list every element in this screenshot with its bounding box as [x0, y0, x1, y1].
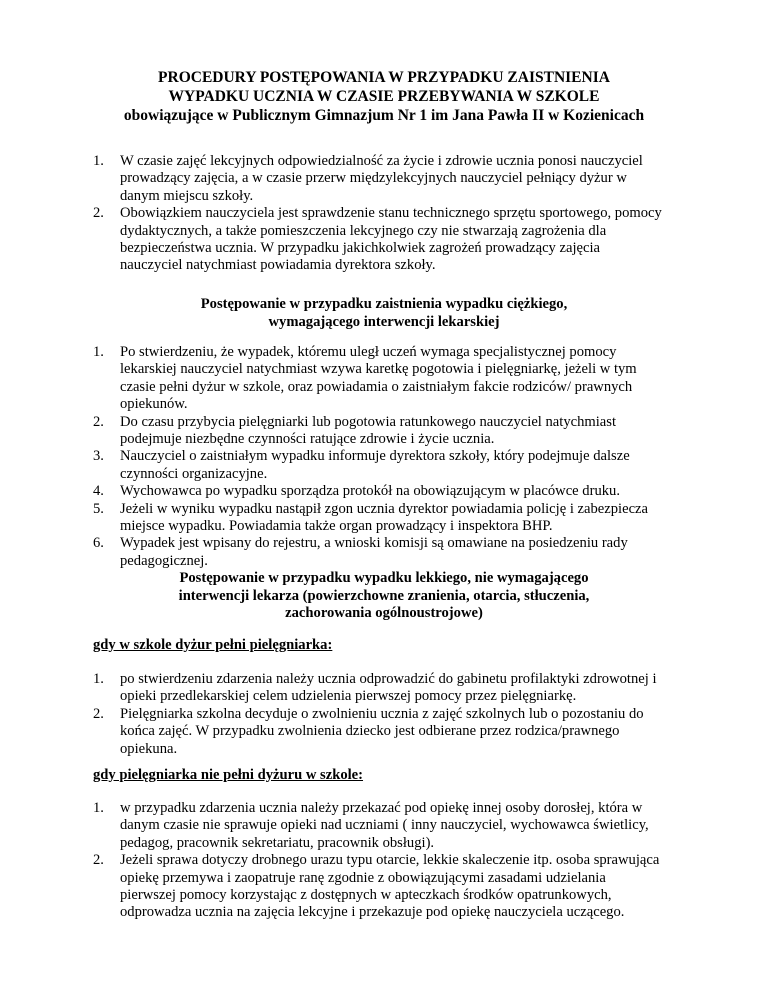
- list-item-number: 2.: [93, 852, 104, 869]
- list-item-line: pierwszej pomocy korzystając z dostępnych w apteczkach środków opatrunkowych,: [120, 887, 612, 904]
- title-line-1: PROCEDURY POSTĘPOWANIA W PRZYPADKU ZAISTNIENIA: [158, 69, 610, 86]
- heading1-line-1: Postępowanie w przypadku zaistnienia wypadku ciężkiego,: [200, 296, 568, 312]
- list-item: [93, 852, 659, 922]
- list-item-number: 1.: [93, 153, 104, 169]
- list-item-line: pedagog, pracownik sekretariatu, pracownik obsługi).: [120, 834, 435, 851]
- list-item-number: 4.: [93, 483, 104, 500]
- list-item-line: lekarskiej nauczyciel natychmiast wzywa karetkę pogotowia i pielęgniarkę, jeżeli w tym: [120, 361, 637, 378]
- list-item-line: dydaktycznych, a także pomieszczenia lekcyjnego czy nie stwarzają zagrożenia dla: [120, 222, 607, 239]
- list-item-line: danym czasie nie sprawuje opieki nad uczniami ( inny nauczyciel, wychowawca świetlicy,: [120, 817, 649, 834]
- list-item-number: 1.: [93, 344, 104, 360]
- list-item-line: danym miejscu szkoły.: [120, 187, 254, 204]
- no-nurse-list: [93, 800, 659, 922]
- list-item-line: miejsce wypadku. Powiadamia także organ prowadzący i inspektora BHP.: [120, 518, 553, 535]
- list-item: [93, 205, 662, 275]
- heading1-line-2: wymagającego interwencji lekarskiej: [268, 313, 500, 330]
- list-item-line: prowadzący zajęcia, a w czasie przerw międzylekcyjnych nauczyciel pełniący dyżur w: [120, 170, 627, 187]
- list-item-line: Jeżeli w wyniku wypadku nastąpił zgon ucznia dyrektor powiadamia policję i zabezpiecza: [120, 500, 649, 517]
- list-item-number: 5.: [93, 500, 104, 517]
- heading2-line-2: interwencji lekarza (powierzchowne zranienia, otarcia, stłuczenia,: [178, 587, 590, 604]
- list-item-line: opiekę przemywa i zaopatruje ranę zgodnie z obowiązującymi zasadami udzielania: [120, 869, 606, 886]
- list-item-line: czynności organizacyjne.: [120, 465, 268, 482]
- list-item: [93, 706, 657, 758]
- list-item-line: Do czasu przybycia pielęgniarki lub pogotowia ratunkowego nauczyciel natychmiast: [120, 413, 617, 430]
- list-item: [93, 671, 657, 706]
- list-item-number: 2.: [93, 205, 104, 222]
- subheading-nurse-on-duty: gdy w szkole dyżur pełni pielęgniarka:: [93, 637, 333, 653]
- list-item-line: Jeżeli sprawa dotyczy drobnego urazu typu otarcie, lekkie skaleczenie itp. osoba sprawująca: [120, 852, 660, 869]
- title-line-2: WYPADKU UCZNIA W CZASIE PRZEBYWANIA W SZKOLE: [168, 88, 600, 105]
- list-item: [93, 501, 648, 536]
- list-item-line: opieki przedlekarskiej celem udzielenia pierwszej pomocy przez pielęgniarkę.: [120, 688, 577, 705]
- list-item-line: pedagogicznej.: [120, 552, 208, 569]
- list-item: [93, 153, 662, 205]
- list-item-line: Pielęgniarka szkolna decyduje o zwolnieniu ucznia z zajęć szkolnych lub o pozostaniu do: [120, 705, 644, 722]
- list-item-line: odprowadza ucznia na zajęcia lekcyjne i przekazuje pod opiekę nauczyciela uczącego.: [120, 904, 625, 921]
- list-item-line: podejmuje niezbędne czynności ratujące zdrowie i życie ucznia.: [120, 431, 495, 448]
- serious-accident-list: [93, 344, 648, 570]
- heading2-line-3: zachorowania ogólnoustrojowe): [285, 605, 483, 622]
- list-item-number: 1.: [93, 800, 104, 816]
- list-item-number: 2.: [93, 705, 104, 722]
- list-item: [93, 344, 648, 414]
- list-item: [93, 535, 648, 570]
- list-item-number: 2.: [93, 413, 104, 430]
- list-item: [93, 414, 648, 449]
- section-heading-serious: [0, 296, 768, 331]
- list-item: [93, 800, 659, 852]
- title-line-3: obowiązujące w Publicznym Gimnazjum Nr 1 im Jana Pawła II w Kozienicach: [123, 107, 645, 124]
- list-item-number: 3.: [93, 448, 104, 465]
- section-heading-light: [0, 570, 768, 623]
- list-item-line: W czasie zajęć lekcyjnych odpowiedzialność za życie i zdrowie ucznia ponosi nauczyciel: [120, 153, 643, 169]
- heading2-line-1: Postępowanie w przypadku wypadku lekkiego, nie wymagającego: [179, 570, 589, 586]
- subheading-no-nurse: gdy pielęgniarka nie pełni dyżuru w szkole:: [93, 767, 364, 783]
- list-item-line: bezpieczeństwa ucznia. W przypadku jakichkolwiek zagrożeń prowadzący zajęcia: [120, 240, 600, 257]
- list-item-line: po stwierdzeniu zdarzenia należy ucznia odprowadzić do gabinetu profilaktyki zdrowotnej i: [120, 671, 657, 687]
- list-item: [93, 448, 648, 483]
- list-item-number: 6.: [93, 535, 104, 552]
- document-title: [0, 68, 768, 125]
- intro-list: [93, 153, 662, 275]
- list-item-line: Wychowawca po wypadku sporządza protokół na obowiązującym w placówce druku.: [120, 483, 620, 500]
- list-item-line: Po stwierdzeniu, że wypadek, któremu uległ uczeń wymaga specjalistycznej pomocy: [120, 344, 617, 360]
- list-item-line: w przypadku zdarzenia ucznia należy przekazać pod opiekę innej osoby dorosłej, która w: [120, 800, 643, 816]
- list-item-line: opiekunów.: [120, 396, 188, 413]
- list-item-line: Wypadek jest wpisany do rejestru, a wnioski komisji są omawiane na posiedzeniu rady: [120, 535, 628, 552]
- list-item-line: czasie pełni dyżur w szkole, oraz powiadamia o zaistniałym fakcie rodziców/ prawnych: [120, 378, 633, 395]
- nurse-on-duty-list: [93, 671, 657, 758]
- list-item-number: 1.: [93, 671, 104, 687]
- list-item-line: Nauczyciel o zaistniałym wypadku informuje dyrektora szkoły, który podejmuje dalsze: [120, 448, 630, 465]
- list-item-line: nauczyciel natychmiast powiadamia dyrektora szkoły.: [120, 257, 436, 274]
- list-item: [93, 483, 648, 500]
- list-item-line: opiekuna.: [120, 740, 178, 757]
- list-item-line: końca zajęć. W przypadku zwolnienia dziecko jest odbierane przez rodzica/prawnego: [120, 723, 620, 740]
- list-item-line: Obowiązkiem nauczyciela jest sprawdzenie stanu technicznego sprzętu sportowego, pomocy: [120, 205, 662, 222]
